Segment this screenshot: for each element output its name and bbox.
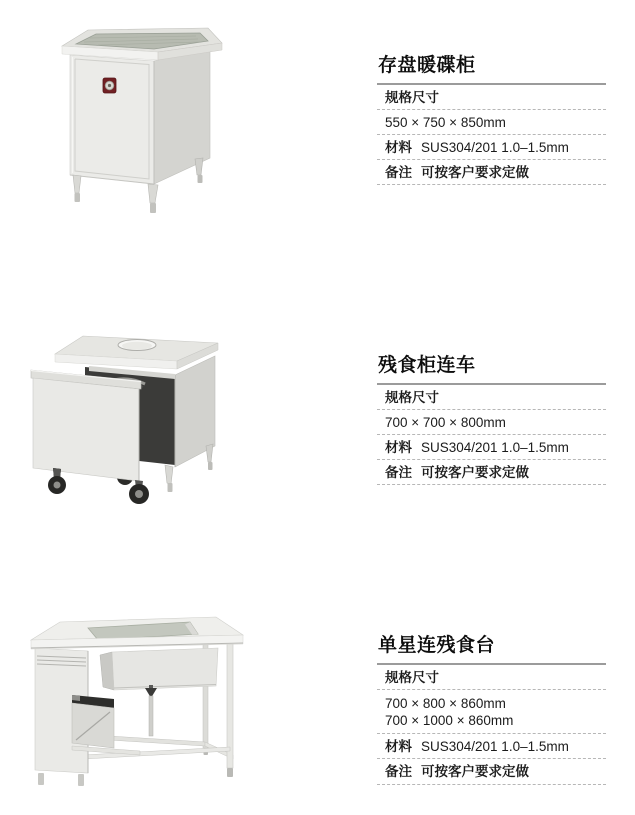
- material-row: [377, 135, 606, 160]
- dimension-value: 700 × 1000 × 860mm: [385, 713, 514, 729]
- spec-block: [377, 635, 606, 785]
- material-label: 材料: [385, 440, 412, 456]
- spec-size-label: 规格尺寸: [385, 670, 439, 685]
- spec-size-row: [377, 85, 606, 110]
- product-title: 存盘暖碟柜: [377, 55, 606, 85]
- dimension-value: 700 × 700 × 800mm: [385, 415, 506, 431]
- single-sink-waste-table-illustration: [8, 600, 248, 800]
- spec-size-label: 规格尺寸: [385, 390, 439, 405]
- material-row: [377, 435, 606, 460]
- material-label: 材料: [385, 140, 412, 156]
- remark-row: [377, 759, 606, 784]
- remark-label: 备注: [385, 764, 412, 780]
- material-row: [377, 734, 606, 759]
- material-label: 材料: [385, 739, 412, 755]
- dimension-row: [377, 110, 606, 135]
- remark-value: 可按客户要求定做: [421, 165, 529, 181]
- remark-row: [377, 460, 606, 485]
- waste-cabinet-with-cart-illustration: [25, 315, 225, 510]
- product-image-plate-warming-cabinet: [48, 22, 230, 222]
- door-emblem-icon: [103, 78, 116, 93]
- remark-value: 可按客户要求定做: [421, 465, 529, 481]
- remark-label: 备注: [385, 465, 412, 481]
- material-value: SUS304/201 1.0–1.5mm: [421, 440, 569, 456]
- spec-size-row: [377, 665, 606, 690]
- product-title: 单星连残食台: [377, 635, 606, 665]
- spec-block: [377, 355, 606, 485]
- spec-size-row: [377, 385, 606, 410]
- material-value: SUS304/201 1.0–1.5mm: [421, 739, 569, 755]
- product-image-single-sink-waste-table: [8, 600, 248, 800]
- dimension-row: [377, 690, 606, 734]
- product-title: 残食柜连车: [377, 355, 606, 385]
- remark-label: 备注: [385, 165, 412, 181]
- remark-value: 可按客户要求定做: [421, 764, 529, 780]
- material-value: SUS304/201 1.0–1.5mm: [421, 140, 569, 156]
- plate-warming-cabinet-illustration: [48, 22, 230, 222]
- remark-row: [377, 160, 606, 185]
- spec-size-label: 规格尺寸: [385, 90, 439, 105]
- product-image-waste-cabinet-with-cart: [25, 315, 225, 510]
- dimension-value: 700 × 800 × 860mm: [385, 696, 506, 712]
- dimension-value: 550 × 750 × 850mm: [385, 115, 506, 131]
- spec-block: [377, 55, 606, 185]
- dimension-row: [377, 410, 606, 435]
